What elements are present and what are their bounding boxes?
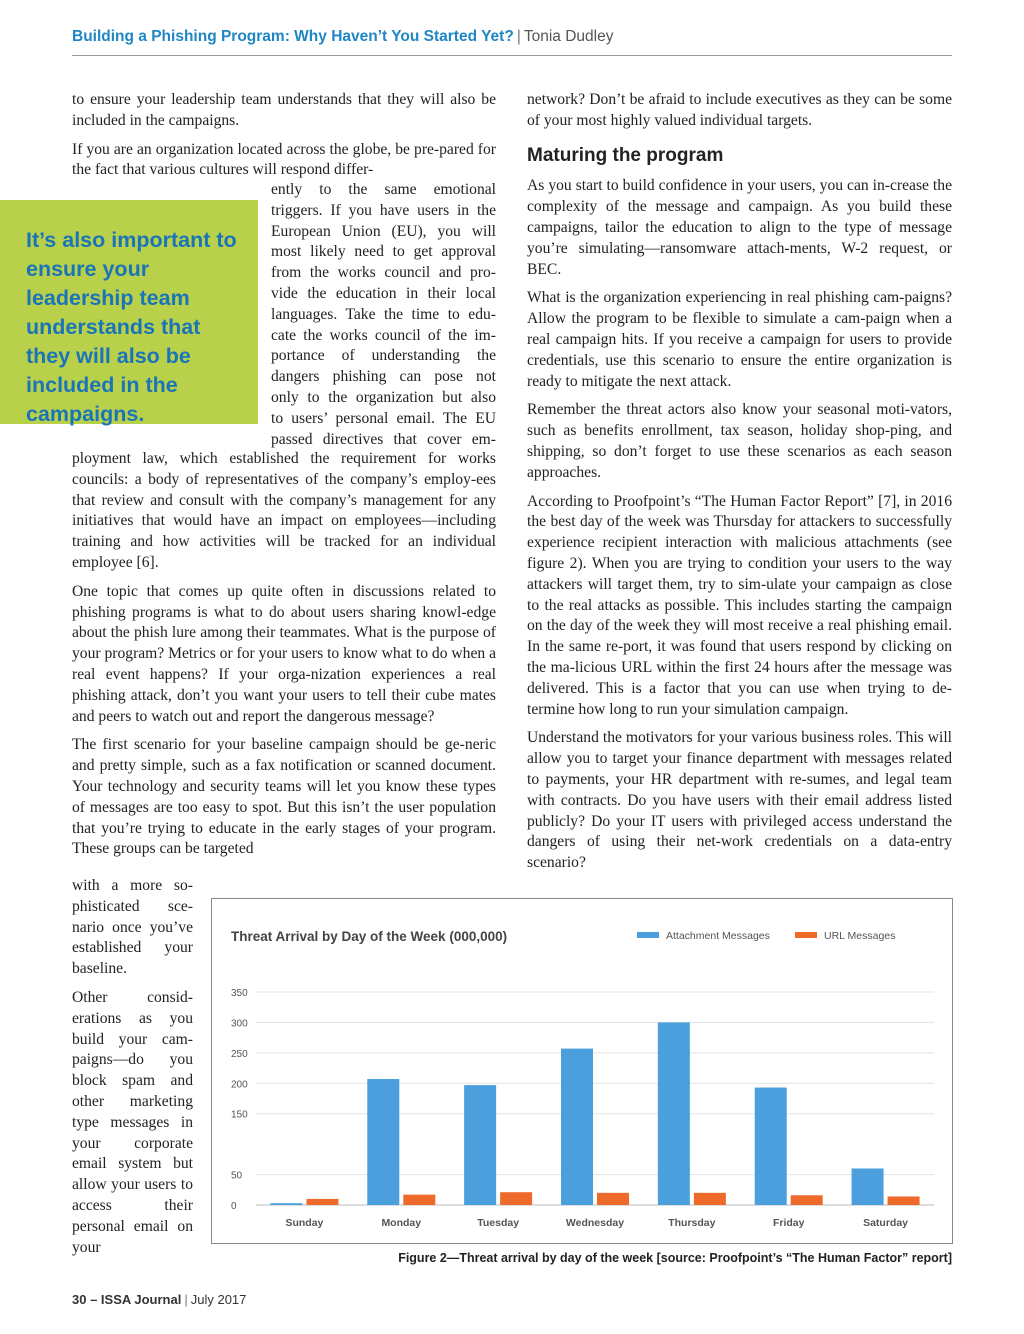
right-paragraph-1: network? Don’t be afraid to include executives as they can be some of your most highly valued individual targets. bbox=[527, 91, 952, 129]
legend-label: Attachment Messages bbox=[666, 930, 770, 942]
wrap-line: European Union (EU), you will bbox=[271, 222, 496, 240]
bar-attachment bbox=[658, 1022, 690, 1205]
footer-separator: | bbox=[184, 1292, 188, 1307]
wrap-line: only to the organization but also bbox=[271, 388, 496, 406]
x-tick-label: Thursday bbox=[668, 1217, 716, 1229]
bar-url bbox=[306, 1199, 338, 1205]
wrap-line: passed directives that cover em- bbox=[271, 430, 496, 448]
x-tick-label: Monday bbox=[381, 1217, 422, 1229]
wrap-line: dangers phishing can pose not bbox=[271, 368, 496, 386]
pull-quote-text: It’s also important to ensure your leadership team understands that they will also be included in the campaigns. bbox=[26, 228, 237, 426]
bar-url bbox=[791, 1195, 823, 1205]
running-header bbox=[72, 28, 952, 56]
wrap-line: ently to the same emotional bbox=[271, 181, 496, 198]
header-title: Building a Phishing Program: Why Haven’t You Started Yet? bbox=[72, 28, 514, 45]
legend-swatch bbox=[637, 932, 659, 938]
y-tick-label: 200 bbox=[231, 1079, 248, 1091]
figure-chart bbox=[211, 898, 953, 1244]
wrap-line: to users’ personal email. The EU bbox=[271, 409, 496, 427]
chart-title: Threat Arrival by Day of the Week (000,000) bbox=[231, 929, 508, 944]
bar-chart bbox=[212, 899, 952, 1243]
wrap-line: from the works council and pro- bbox=[271, 264, 496, 282]
wrap-line: portance of understanding the bbox=[271, 347, 496, 365]
wrap-line: triggers. If you have users in the bbox=[271, 201, 496, 219]
y-tick-label: 150 bbox=[231, 1109, 248, 1121]
wrap-line: most likely need to get approval bbox=[271, 243, 496, 261]
wrap-line: cate the works council of the im- bbox=[271, 326, 496, 344]
bar-url bbox=[694, 1193, 726, 1205]
right-paragraph-5: According to Proofpoint’s “The Human Factor Report” [7], in 2016 the best day of the week was Thursday for attackers to successfully experience recipient interaction with malicious attachments (see figure 2). When you are trying to condition your users to the way attackers will target them, try to sim-ulate your campaign as close to the real attacks as possible. This includes starting the campaign on the day of the week they will most receive a real phishing email. In the same re-port, it was found that users respond by clicking on the ma-licious URL within the first 24 hours after the message was delivered. This is a factor that you can use when trying to de-termine how long to run your simulation campaign. bbox=[527, 492, 952, 718]
left-column-top bbox=[72, 90, 496, 181]
legend-label: URL Messages bbox=[824, 930, 896, 942]
right-column bbox=[527, 90, 952, 882]
left-narrow-column bbox=[72, 876, 193, 1266]
y-tick-label: 250 bbox=[231, 1048, 248, 1060]
footer-date: July 2017 bbox=[190, 1292, 247, 1307]
y-tick-label: 350 bbox=[231, 988, 248, 999]
header-author: Tonia Dudley bbox=[523, 28, 614, 45]
pull-quote bbox=[0, 200, 258, 424]
wrap-line: languages. Take the time to edu- bbox=[271, 305, 496, 323]
x-tick-label: Saturday bbox=[863, 1217, 909, 1229]
bar-attachment bbox=[464, 1085, 496, 1205]
bar-url bbox=[597, 1193, 629, 1205]
left-paragraph-2-bottom: ployment law, which established the requirement for works councils: a body of representatives of the company’s employ-ees that review and consult with the company’s management for any initiatives that would have an impact on employees—including training and how activities will be tracked for an individual employee [6]. bbox=[72, 450, 496, 571]
left-paragraph-5-narrow: Other consid-erations as you build your cam-paigns—do you block spam and other marketing type messages in your corporate email system but allow your users to access their personal email on your bbox=[72, 988, 193, 1256]
x-tick-label: Friday bbox=[772, 1217, 805, 1229]
bar-attachment bbox=[561, 1049, 593, 1205]
y-tick-label: 50 bbox=[231, 1170, 243, 1182]
header-separator: | bbox=[516, 28, 521, 45]
right-paragraph-4: Remember the threat actors also know your seasonal moti-vators, such as benefits enrollment, tax season, holiday shop-ping, and shipping, so don’t forget to use these scenarios as each season approaches. bbox=[527, 401, 952, 481]
left-paragraph-2-top: If you are an organization located across the globe, be pre-pared for the fact that various cultures will respond differ- bbox=[72, 140, 496, 179]
bar-url bbox=[500, 1192, 532, 1205]
bar-attachment bbox=[755, 1088, 787, 1205]
bar-attachment bbox=[270, 1203, 302, 1205]
bar-attachment bbox=[852, 1168, 884, 1205]
bar-url bbox=[888, 1196, 920, 1205]
right-paragraph-3: What is the organization experiencing in real phishing cam-paigns? Allow the program to be flexible to simulate a cam-paign when a real campaign hits. If you receive a campaign for users to provide credentials, use this scenario to ensure the entire organization is ready to mitigate the next attack. bbox=[527, 289, 952, 390]
legend-swatch bbox=[795, 932, 817, 938]
figure-caption: Figure 2—Threat arrival by day of the week [source: Proofpoint’s “The Human Factor” report] bbox=[398, 1251, 952, 1265]
x-tick-label: Wednesday bbox=[565, 1217, 625, 1229]
left-paragraph-3: One topic that comes up quite often in discussions related to phishing programs is what to do about users sharing knowl-edge about the phish lure among their teammates. What is the purpose of your program? Metrics or for your users to know what to do when a real event happens? If your orga-nization experiences a real phishing attack, don’t you want your users to tell their cube mates and peers to watch out and report the dangerous message? bbox=[72, 582, 496, 725]
page-footer bbox=[72, 1292, 246, 1307]
left-column-bottom bbox=[72, 449, 496, 860]
wrap-line: vide the education in their local bbox=[271, 284, 496, 302]
left-paragraph-4-narrow: with a more so-phisticated sce-nario once you’ve established your baseline. bbox=[72, 877, 193, 978]
bar-url bbox=[403, 1195, 435, 1205]
y-tick-label: 0 bbox=[231, 1201, 237, 1212]
y-tick-label: 300 bbox=[231, 1018, 248, 1030]
x-tick-label: Sunday bbox=[285, 1217, 324, 1229]
left-paragraph-1: to ensure your leadership team understands that they will also be included in the campaigns. bbox=[72, 91, 496, 129]
right-paragraph-2: As you start to build confidence in your users, you can in-crease the complexity of the message and campaign. As you build these campaigns, tailor the education to align to the type of message you’re simulating—ransomware attach-ments, W-2 request, or BEC. bbox=[527, 177, 952, 278]
x-tick-label: Tuesday bbox=[477, 1217, 520, 1229]
left-wrap-lines bbox=[271, 180, 496, 450]
right-paragraph-6: Understand the motivators for your various business roles. This will allow you to target your finance department with messages related to payments, your HR department with re-sumes, and legal team with contracts. Do you have users with their email address listed publicly? Do your IT users with privileged access understand the dangers of using their net-work credentials on a data-entry scenario? bbox=[527, 729, 952, 872]
bar-attachment bbox=[367, 1079, 399, 1205]
left-paragraph-4: The first scenario for your baseline campaign should be ge-neric and pretty simple, such as a fax notification or scanned document. Your technology and security teams will let you know these types of messages are too easy to spot. But this isn’t the user population that you’re trying to educate in the early stages of your program. These groups can be targeted bbox=[72, 736, 496, 858]
footer-page: 30 – ISSA Journal bbox=[72, 1292, 182, 1307]
section-heading: Maturing the program bbox=[527, 144, 724, 166]
